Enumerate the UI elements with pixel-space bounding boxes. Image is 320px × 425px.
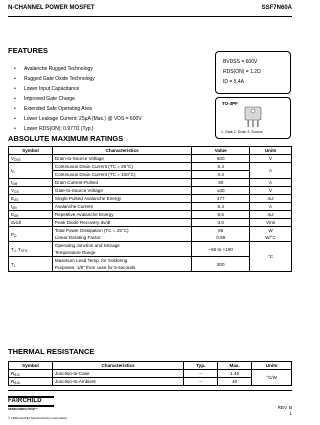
unit-cell: mJ <box>250 211 292 219</box>
char-cell: Drain Current-Pulsed <box>52 179 191 187</box>
thermal-title: THERMAL RESISTANCE <box>8 347 95 356</box>
char-cell: Repetitive Avalanche Energy <box>52 211 191 219</box>
table-row <box>9 211 292 219</box>
value-cell: 477 <box>192 195 250 203</box>
table-row <box>9 242 292 257</box>
feature-item: • Improved Gate Charge <box>16 94 142 104</box>
value-cell: −55 to +150 <box>192 242 250 257</box>
table-header-row <box>9 362 292 370</box>
char-cell: Single Pulsed Avalanche Energy <box>52 195 191 203</box>
copyright: © 1999 Fairchild Semiconductor Corporation <box>8 416 68 420</box>
unit-line: W/°C <box>265 235 276 240</box>
symbol-cell: $V_{GS}$ <box>9 187 53 195</box>
feature-item: • Extended Safe Operating Area <box>16 104 142 114</box>
col-max: Max. <box>218 362 252 370</box>
thermal-table <box>8 361 292 386</box>
typ-cell: -- <box>184 370 218 378</box>
abs-max-table <box>8 146 292 272</box>
max-cell: 1.45 <box>218 370 252 378</box>
sub-dss: DSS <box>14 158 21 162</box>
col-characteristics: Characteristics <box>52 362 183 370</box>
unit-cell: V <box>250 187 292 195</box>
table-row <box>9 155 292 163</box>
spec-id: ID = 5.4A <box>223 79 244 85</box>
char-cell: Junction-to-Case <box>52 370 183 378</box>
table-row <box>9 179 292 187</box>
header-divider <box>8 16 292 17</box>
feature-item: • Lower Leakage Current: 25µA (Max.) @ VDS = 600V <box>16 114 142 124</box>
char-line: Operating Junction and Storage <box>54 243 120 248</box>
table-row <box>9 195 292 203</box>
char-cell: Continuous Drain Current (TC = 25°C) <box>52 163 191 171</box>
sub-d: D <box>12 170 15 174</box>
col-value: Value <box>192 147 250 155</box>
char-cell: Peak Diode Recovery dv/dt <box>52 219 191 227</box>
char-cell <box>52 257 191 272</box>
sub-d: D <box>14 233 17 238</box>
to3pf-package-icon <box>242 106 264 128</box>
value-cell: 5.4 <box>192 203 250 211</box>
value-line: 86 <box>218 228 224 233</box>
unit-cell: A <box>250 203 292 211</box>
char-line: Purposes, 1/8" from case for 5-seconds <box>54 265 136 270</box>
sub-ar: AR <box>12 206 17 210</box>
unit-cell <box>250 227 292 242</box>
sub-ja: θJA <box>14 381 20 385</box>
feature-item: • Lower Input Capacitance <box>16 84 142 94</box>
char-cell: Gate-to-Source Voltage <box>52 187 191 195</box>
sub-stg: STG <box>20 248 28 253</box>
col-symbol: Symbol <box>9 147 53 155</box>
page-header <box>8 5 292 15</box>
footer-divider <box>8 390 292 391</box>
sub-l: L <box>13 263 16 268</box>
abs-max-title: ABSOLUTE MAXIMUM RATINGS <box>8 134 124 143</box>
char-line: Total Power Dissipation (TC = 25°C) <box>54 228 129 233</box>
fairchild-logo <box>8 396 54 411</box>
revision: REV. B <box>277 405 292 410</box>
table-row <box>9 203 292 211</box>
part-number: SSF7N60A <box>261 5 292 11</box>
char-cell: Avalanche Current <box>52 203 191 211</box>
value-cell: 30 <box>192 179 250 187</box>
unit-cell: V <box>250 155 292 163</box>
col-symbol: Symbol <box>9 362 53 370</box>
symbol-cell: $E_{AS}$ <box>9 195 53 203</box>
key-spec-box <box>215 51 291 94</box>
max-cell: 40 <box>218 378 252 386</box>
features-title: FEATURES <box>8 46 48 55</box>
value-cell: 3.4 <box>192 171 250 179</box>
logo-name: FAIRCHILD <box>8 398 42 404</box>
value-cell: 5.4 <box>192 163 250 171</box>
value-cell: ±30 <box>192 187 250 195</box>
sub-j: J <box>13 248 16 253</box>
spec-rdson: RDS(ON) = 1.2Ω <box>223 69 261 75</box>
sub-as: AS <box>14 198 19 202</box>
table-row <box>9 378 292 386</box>
package-box <box>215 97 291 139</box>
unit-cell: mJ <box>250 195 292 203</box>
col-units: Units <box>250 147 292 155</box>
char-cell: Junction-to-Ambient <box>52 378 183 386</box>
sub-jc: θJC <box>14 373 21 377</box>
value-cell <box>192 227 250 242</box>
col-typ: Typ. <box>184 362 218 370</box>
logo-sub: SEMICONDUCTOR™ <box>8 407 38 411</box>
symbol-cell: $I_{AR}$ <box>9 203 53 211</box>
sub-ar: AR <box>14 214 19 218</box>
char-line: Temperature Range <box>54 250 96 255</box>
spec-bvdss: BVDSS = 600V <box>223 59 258 65</box>
symbol-cell: $I_D$ <box>9 163 53 179</box>
table-row <box>9 219 292 227</box>
value-cell: 3.0 <box>192 219 250 227</box>
package-label: TO-3PF <box>222 101 238 106</box>
unit-cell: A <box>250 179 292 187</box>
value-cell: 300 <box>192 257 250 272</box>
table-row <box>9 187 292 195</box>
symbol-cell: $I_{DM}$ <box>9 179 53 187</box>
table-row <box>9 257 292 272</box>
char-cell <box>52 227 191 242</box>
feature-item: • Rugged Gate Oxide Technology <box>16 74 142 84</box>
unit-cell: V/ns <box>250 219 292 227</box>
symbol-cell: dv/dt <box>9 219 53 227</box>
feature-item: • Avalanche Rugged Technology <box>16 64 142 74</box>
char-cell: Drain-to-Source Voltage <box>52 155 191 163</box>
symbol-cell: $V_{DSS}$ <box>9 155 53 163</box>
unit-line: W <box>268 228 273 233</box>
char-cell: Continuous Drain Current (TC = 100°C) <box>52 171 191 179</box>
symbol-cell: $P_D$ <box>9 227 53 242</box>
symbol-cell: $R_{\theta JA}$ <box>9 378 53 386</box>
feature-item: • Lower RDS(ON): 0.977Ω (Typ.) <box>16 124 142 134</box>
unit-cell: A <box>250 163 292 179</box>
sub-gs: GS <box>14 190 19 194</box>
value-line: 0.69 <box>216 235 226 240</box>
page-number: 1 <box>289 411 292 416</box>
symbol-cell: $T_J$, $T_{STG}$ <box>9 242 53 257</box>
table-row <box>9 163 292 171</box>
symbol-cell: $T_L$ <box>9 257 53 272</box>
col-characteristics: Characteristics <box>52 147 191 155</box>
symbol-cell: $R_{\theta JC}$ <box>9 370 53 378</box>
char-line: Maximum Lead Temp. for Soldering <box>54 258 128 263</box>
value-cell: 8.6 <box>192 211 250 219</box>
col-units: Units <box>252 362 292 370</box>
unit-cell: °C/W <box>252 370 292 386</box>
value-cell: 600 <box>192 155 250 163</box>
sub-dm: DM <box>12 182 18 186</box>
char-cell <box>52 242 191 257</box>
char-line: Linear Derating Factor <box>54 235 101 240</box>
revision-block <box>278 405 292 417</box>
pinout-text: 1. Gate 2. Drain 3. Source <box>221 130 263 134</box>
typ-cell: -- <box>184 378 218 386</box>
table-row <box>9 227 292 242</box>
table-header-row <box>9 147 292 155</box>
device-type: N-CHANNEL POWER MOSFET <box>8 5 95 11</box>
unit-cell: °C <box>250 242 292 272</box>
table-row <box>9 370 292 378</box>
symbol-cell: $E_{AR}$ <box>9 211 53 219</box>
features-list <box>16 64 142 134</box>
